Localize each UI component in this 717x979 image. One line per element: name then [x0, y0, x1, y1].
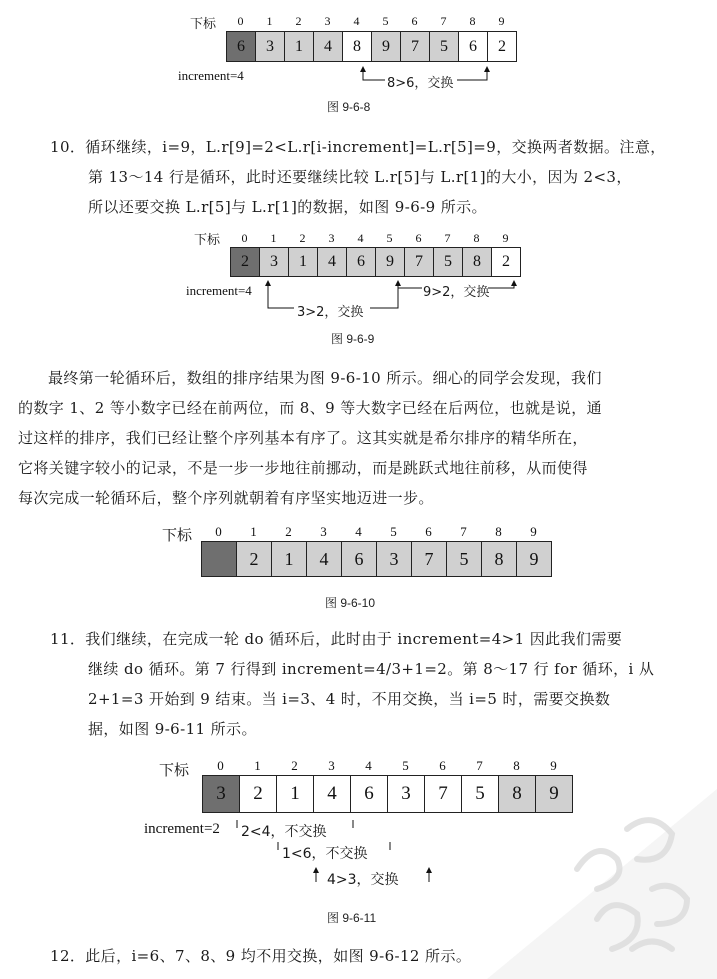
step-11-paragraph: [50, 624, 654, 744]
array-cell: 1: [284, 31, 314, 62]
array-row: [230, 247, 521, 277]
array-cell: 7: [400, 31, 430, 62]
array-cell: 9: [516, 541, 552, 577]
index-9: 9: [550, 758, 557, 773]
index-9: 9: [498, 14, 505, 28]
index-7: 7: [444, 231, 451, 245]
index-1: 1: [250, 524, 257, 539]
text-line: 每次完成一轮循环后，整个序列就朝着有序坚实地迈进一步。: [18, 489, 434, 507]
figure-caption: 图 9-6-8: [327, 100, 371, 114]
array-cell: 4: [313, 775, 351, 813]
text-line: 第 13～14 行是循环，此时还要继续比较 L.r[5]与 L.r[1]的大小，因为 2<3，: [88, 168, 632, 186]
text-line: 2+1=3 开始到 9 结束。当 i=3、4 时，不用交换，当 i=5 时，需要交换数: [88, 690, 611, 708]
index-0: 0: [215, 524, 222, 539]
array-cell: 7: [404, 247, 434, 277]
array-cell: 3: [259, 247, 289, 277]
summary-paragraph: [18, 363, 602, 513]
array-row: [226, 31, 517, 62]
index-8: 8: [495, 524, 502, 539]
index-8: 8: [469, 14, 476, 28]
index-5: 5: [390, 524, 397, 539]
index-9: 9: [530, 524, 537, 539]
array-cell: 2: [230, 247, 260, 277]
array-cell: 8: [462, 247, 492, 277]
index-6: 6: [415, 231, 422, 245]
array-cell: 3: [202, 775, 240, 813]
index-2: 2: [295, 14, 302, 28]
array-cell: 3: [387, 775, 425, 813]
array-cell: 6: [226, 31, 256, 62]
index-1: 1: [254, 758, 261, 773]
index-4: 4: [353, 14, 360, 28]
array-cell: 8: [481, 541, 517, 577]
array-cell: 5: [433, 247, 463, 277]
array-cell: 5: [446, 541, 482, 577]
array-cell: 6: [341, 541, 377, 577]
index-3: 3: [320, 524, 327, 539]
array-cell: 1: [276, 775, 314, 813]
array-cell: 2: [491, 247, 521, 277]
array-cell: 9: [375, 247, 405, 277]
index-0: 0: [241, 231, 248, 245]
swap-annotation: 4>3，交换: [327, 872, 399, 888]
figure-caption: 图 9-6-10: [325, 596, 376, 610]
index-6: 6: [425, 524, 432, 539]
text-line: 所以还要交换 L.r[5]与 L.r[1]的数据，如图 9-6-9 所示。: [88, 198, 487, 216]
array-cell: 2: [239, 775, 277, 813]
array-cell: 5: [461, 775, 499, 813]
array-cell: 1: [271, 541, 307, 577]
array-cell: 2: [236, 541, 272, 577]
array-cell: 7: [411, 541, 447, 577]
increment-label: increment=2: [144, 821, 220, 837]
array-cell: 7: [424, 775, 462, 813]
swap-annotation-right: 9>2，交换: [423, 285, 490, 300]
index-5: 5: [402, 758, 409, 773]
index-1: 1: [270, 231, 277, 245]
array-cell: 5: [429, 31, 459, 62]
index-4: 4: [365, 758, 372, 773]
text-line: 继续 do 循环。第 7 行得到 increment=4/3+1=2。第 8～17 行 for 循环，i 从: [88, 660, 655, 678]
array-cell: 9: [535, 775, 573, 813]
step-10-paragraph: [50, 132, 666, 222]
array-cell: 6: [350, 775, 388, 813]
array-row: [201, 541, 552, 577]
index-4: 4: [357, 231, 364, 245]
index-7: 7: [440, 14, 447, 28]
text-line: 过这样的排序，我们已经让整个序列基本有序了。这其实就是希尔排序的精华所在，: [18, 429, 588, 447]
swap-annotation: 8>6，交换: [387, 76, 454, 91]
text-line: 它将关键字较小的记录，不是一步一步地往前挪动，而是跳跃式地往前移，从而使得: [18, 459, 588, 477]
index-8: 8: [473, 231, 480, 245]
index-6: 6: [439, 758, 446, 773]
index-2: 2: [299, 231, 306, 245]
array-cell: 4: [317, 247, 347, 277]
index-3: 3: [324, 14, 331, 28]
array-cell: 6: [458, 31, 488, 62]
index-8: 8: [513, 758, 520, 773]
array-cell: 3: [376, 541, 412, 577]
array-cell: 8: [342, 31, 372, 62]
index-2: 2: [285, 524, 292, 539]
compare-annotation-2: 1<6，不交换: [282, 846, 368, 862]
index-row: [226, 14, 516, 29]
increment-label: increment=4: [178, 68, 244, 83]
text-line: 最终第一轮循环后，数组的排序结果为图 9-6-10 所示。细心的同学会发现，我们: [48, 369, 602, 387]
index-3: 3: [328, 758, 335, 773]
index-0: 0: [237, 14, 244, 28]
array-cell: [201, 541, 237, 577]
array-cell: 4: [313, 31, 343, 62]
text-line: 10．循环继续，i=9，L.r[9]=2<L.r[i-increment]=L.r[5]=9，交换两者数据。注意，: [50, 138, 666, 156]
index-7: 7: [476, 758, 483, 773]
text-line: 12．此后，i=6、7、8、9 均不用交换，如图 9-6-12 所示。: [50, 947, 472, 965]
figure-caption: 图 9-6-11: [327, 911, 377, 925]
array-cell: 6: [346, 247, 376, 277]
text-line: 的数字 1、2 等小数字已经在前两位，而 8、9 等大数字已经在后两位，也就是说，通: [18, 399, 603, 417]
index-1: 1: [266, 14, 273, 28]
compare-annotation-1: 2<4，不交换: [241, 824, 327, 840]
text-line: 据，如图 9-6-11 所示。: [88, 720, 257, 738]
swap-annotation-left: 3>2，交换: [297, 305, 364, 320]
index-row: [201, 524, 551, 540]
index-3: 3: [328, 231, 335, 245]
index-4: 4: [355, 524, 362, 539]
watermark-icon: [457, 749, 717, 979]
index-5: 5: [386, 231, 393, 245]
index-6: 6: [411, 14, 418, 28]
index-7: 7: [460, 524, 467, 539]
array-cell: 2: [487, 31, 517, 62]
index-row: [230, 231, 520, 246]
array-cell: 3: [255, 31, 285, 62]
figure-caption: 图 9-6-9: [331, 332, 375, 346]
array-cell: 4: [306, 541, 342, 577]
index-label: 下标: [162, 528, 193, 544]
index-0: 0: [217, 758, 224, 773]
array-cell: 1: [288, 247, 318, 277]
array-cell: 8: [498, 775, 536, 813]
text-line: 11．我们继续，在完成一轮 do 循环后，此时由于 increment=4>1 因此我们需要: [50, 630, 623, 648]
index-9: 9: [502, 231, 509, 245]
index-5: 5: [382, 14, 389, 28]
increment-label: increment=4: [186, 283, 252, 298]
index-label: 下标: [194, 232, 221, 247]
index-label: 下标: [159, 763, 190, 779]
index-2: 2: [291, 758, 298, 773]
array-cell: 9: [371, 31, 401, 62]
step-12-paragraph: [50, 941, 471, 971]
index-label: 下标: [190, 16, 217, 31]
